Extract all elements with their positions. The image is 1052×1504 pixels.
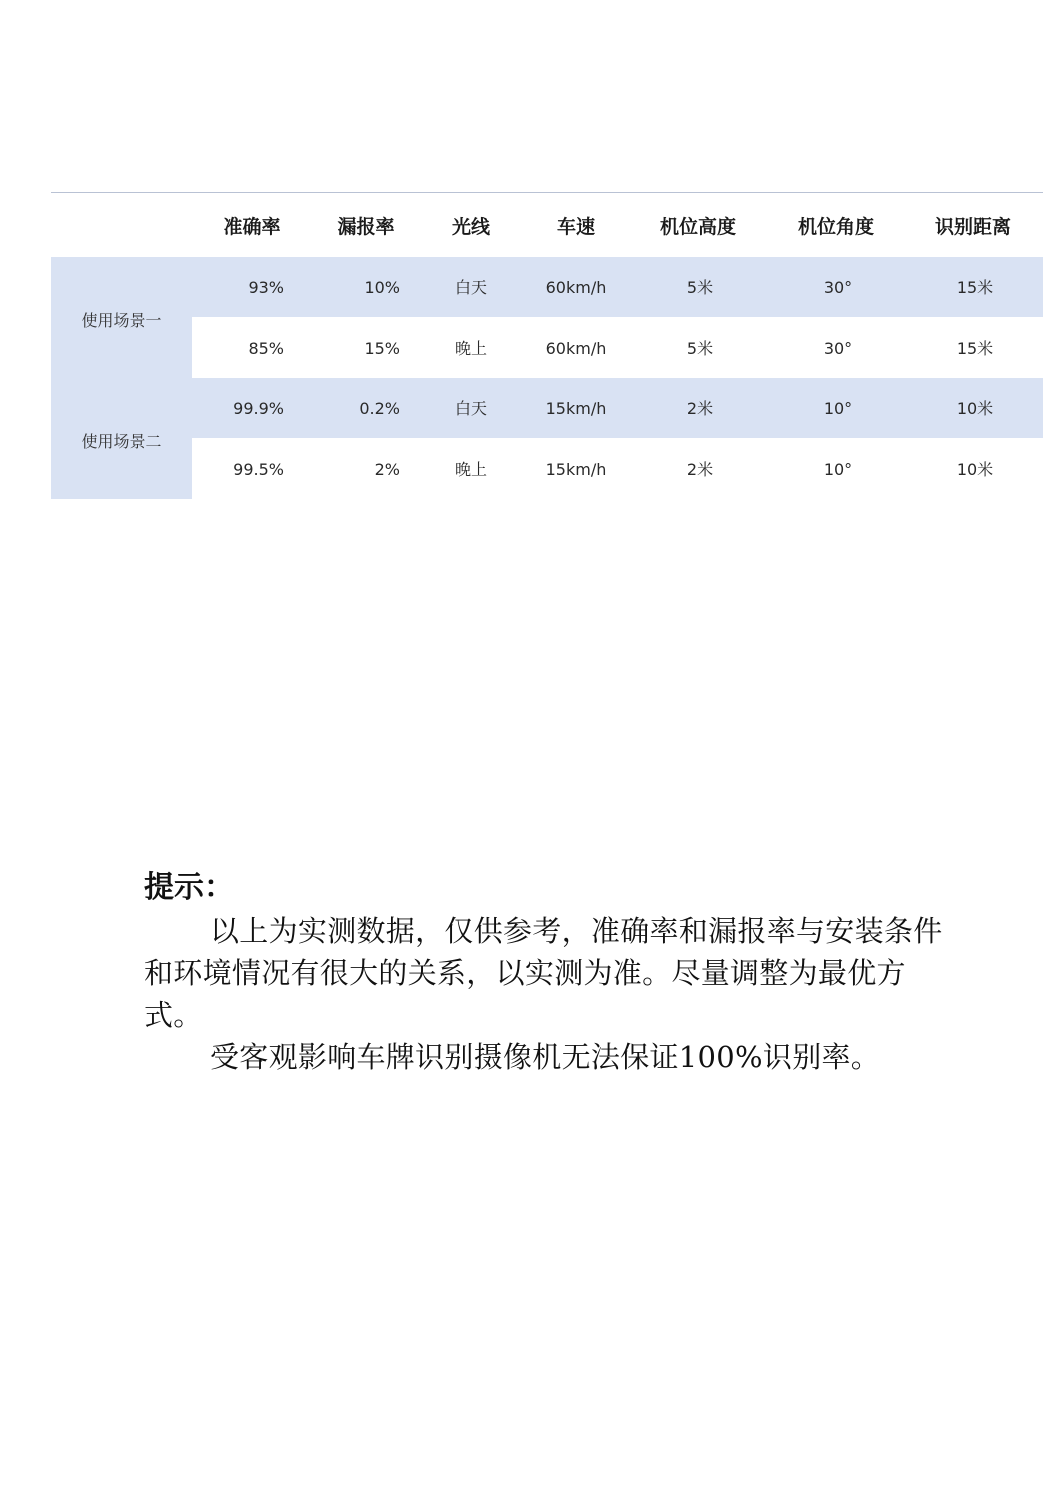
cell-mount-height: 2米 (686, 460, 714, 479)
cell-recognition-distance: 15米 (956, 339, 994, 358)
cell-lighting: 晚上 (454, 339, 487, 358)
table-header-row (51, 193, 1043, 257)
cell-mount-height: 2米 (686, 399, 714, 418)
header-miss-rate: 漏报率 (337, 216, 395, 238)
header-mount-angle: 机位角度 (797, 216, 874, 238)
cell-speed: 60km/h (545, 278, 607, 297)
cell-lighting: 白天 (454, 278, 487, 297)
notice-paragraph-disclaimer: 以上为实测数据，仅供参考，准确率和漏报率与安装条件和环境情况有很大的关系，以实测为准。尽量调整为最优方式。 (144, 914, 943, 1032)
cell-mount-height: 5米 (686, 278, 714, 297)
cell-accuracy: 99.5% (233, 460, 284, 479)
cell-recognition-distance: 10米 (956, 460, 994, 479)
scene-two-label (51, 378, 192, 499)
header-mount-height: 机位高度 (659, 216, 736, 238)
cell-miss-rate: 2% (374, 460, 400, 479)
cell-mount-height: 5米 (686, 339, 714, 358)
cell-mount-angle: 30° (823, 339, 853, 358)
scene-two-label-text: 使用场景二 (81, 432, 162, 451)
header-accuracy: 准确率 (223, 216, 281, 238)
table-row (192, 439, 1043, 499)
cell-accuracy: 93% (248, 278, 284, 297)
cell-lighting: 白天 (454, 399, 487, 418)
cell-mount-angle: 30° (823, 278, 853, 297)
scene-one-label (51, 257, 192, 378)
scene-one-label-text: 使用场景一 (81, 311, 162, 330)
cell-accuracy: 85% (248, 339, 284, 358)
header-lighting: 光线 (451, 216, 490, 238)
cell-speed: 15km/h (545, 460, 607, 479)
cell-speed: 15km/h (545, 399, 607, 418)
table-row (192, 257, 1043, 317)
cell-miss-rate: 10% (364, 278, 400, 297)
cell-accuracy: 99.9% (233, 399, 284, 418)
cell-recognition-distance: 10米 (956, 399, 994, 418)
header-speed: 车速 (556, 216, 595, 238)
cell-miss-rate: 0.2% (359, 399, 400, 418)
notice-block (144, 866, 944, 1078)
cell-mount-angle: 10° (823, 399, 853, 418)
notice-title: 提示： (144, 870, 234, 905)
cell-speed: 60km/h (545, 339, 607, 358)
table-row (192, 378, 1043, 438)
cell-miss-rate: 15% (364, 339, 400, 358)
notice-paragraph-guarantee: 受客观影响车牌识别摄像机无法保证100%识别率。 (210, 1040, 881, 1074)
header-recognition-distance: 识别距离 (934, 216, 1011, 238)
cell-mount-angle: 10° (823, 460, 853, 479)
cell-lighting: 晚上 (454, 460, 487, 479)
table-row (192, 318, 1043, 378)
cell-recognition-distance: 15米 (956, 278, 994, 297)
